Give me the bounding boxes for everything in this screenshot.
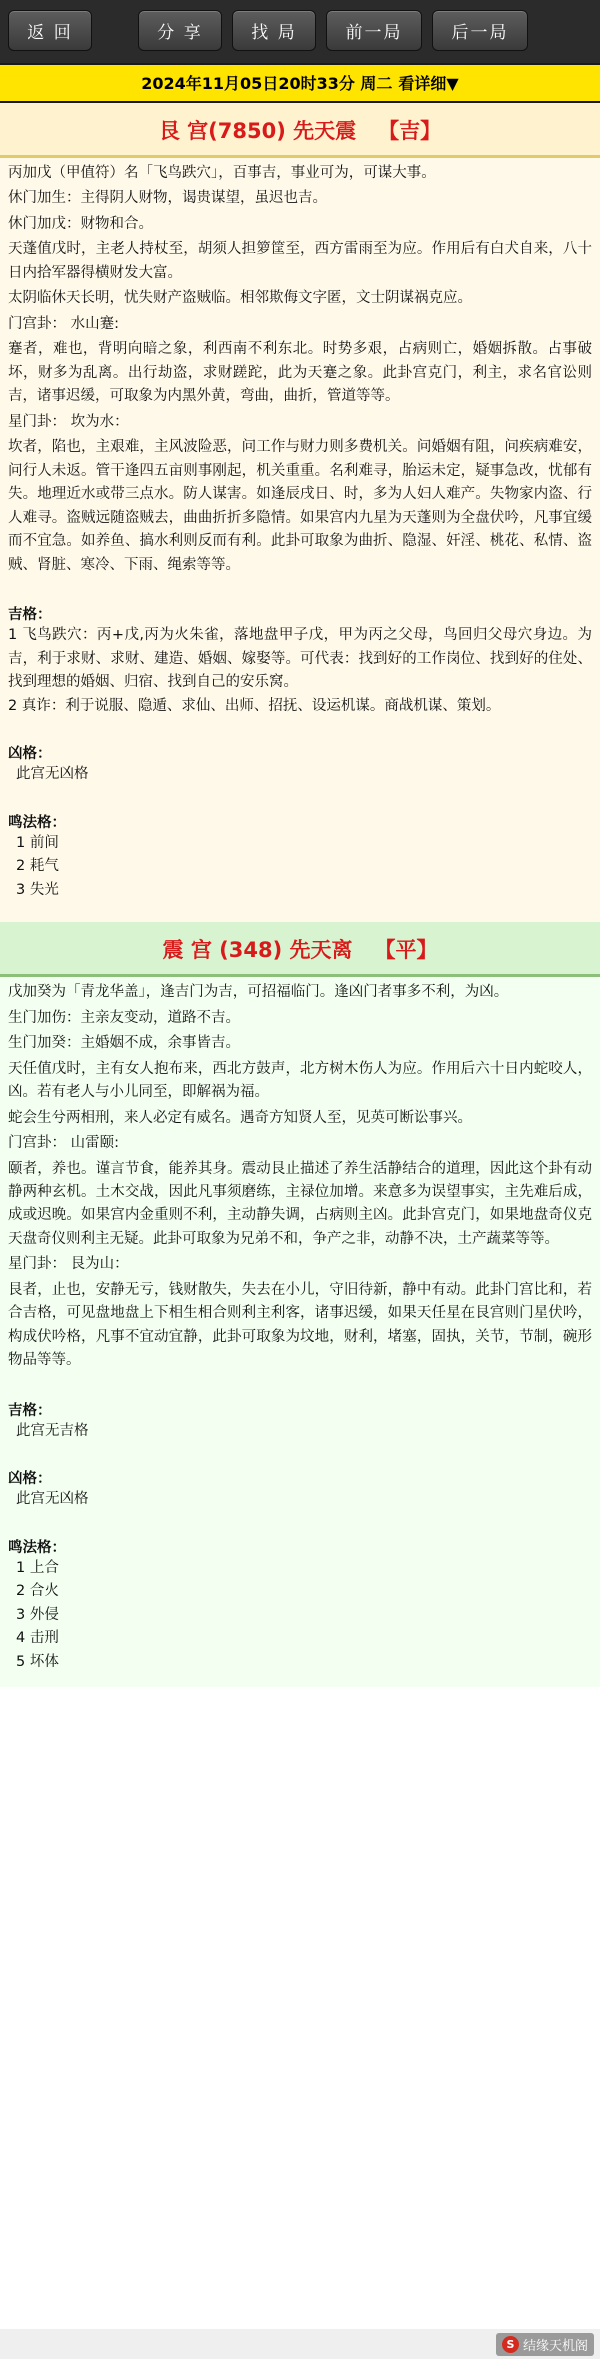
footer-bar — [0, 2329, 600, 2359]
panel-a-spacer-2 — [0, 718, 600, 732]
panel-b-ming-item-4: 5 坏体 — [16, 1653, 59, 1670]
panel-a-line-2: 天蓬值戊时，主老人持杖至，胡须人担箩筐至，西方雷雨至为应。作用后有白犬自来，八十日内拾军器得横财发大富。 — [8, 241, 592, 281]
date-text: 2024年11月05日20时33分 周二 — [141, 74, 393, 93]
panel-zhen-palace — [0, 922, 600, 1687]
watermark-text: 结缘天机阁 — [522, 2338, 588, 2354]
watermark-logo-icon: S — [502, 2336, 519, 2353]
panel-b-spacer-2 — [0, 1443, 600, 1457]
panel-b-ming-item-2: 3 外侵 — [16, 1606, 59, 1623]
panel-b-auspicious-head: 吉格： — [8, 1402, 52, 1419]
panel-a-ming-item-0: 1 前间 — [16, 834, 59, 851]
panel-a-line-3: 太阴临休天长明，忧失财产盗贼临。相邻欺侮文字匿，文士阴谋祸克应。 — [8, 290, 472, 307]
panel-a-spacer-4 — [0, 902, 600, 916]
panel-a-gate-gua-body: 蹇者，难也，背明向暗之象，利西南不利东北。时势多艰，占病则亡，婚姻拆散。占事破坏，财多为乱离。出行劫盗，求财蹉跎，此为天蹇之象。此卦宫克门，利主，求名官讼则吉，诸事迟缓，可取象为内黑外黄，弯曲，曲折，管道等等。 — [8, 341, 592, 405]
panel-a-auspicious-head: 吉格： — [8, 607, 52, 624]
panel-a-ming-head: 鸣法格： — [8, 814, 66, 831]
panel-b-title — [0, 922, 600, 974]
panel-a-gate-gua-head: 门宫卦： 水山蹇: — [8, 315, 119, 332]
share-button[interactable]: 分 享 — [138, 10, 222, 51]
back-button[interactable]: 返 回 — [8, 10, 92, 51]
panel-b-body — [0, 977, 600, 1373]
panel-a-inauspicious-body: 此宫无凶格 — [16, 766, 89, 783]
panel-b-line-2: 天任值戊时，主有女人抱布来，西北方鼓声，北方树木伤人为应。作用后六十日内蛇咬人，凶。若有老人与小儿同至，即解祸为福。 — [8, 1060, 592, 1101]
panel-b-ming-head: 鸣法格： — [8, 1539, 66, 1556]
panel-a-intro: 丙加戊（甲值符）名「飞鸟跌穴」，百事吉，事业可为，可谋大事。 — [8, 165, 436, 181]
panel-a-body — [0, 158, 600, 577]
panel-b-star-gua-head: 星门卦： 艮为山： — [8, 1256, 129, 1273]
panel-a-spacer-3 — [0, 787, 600, 801]
panel-b-intro: 戊加癸为「青龙华盖」，逢吉门为吉，可招福临门。逢凶门者事多不利，为凶。 — [8, 984, 509, 1001]
panel-a-title — [0, 103, 600, 155]
panel-b-ming-item-1: 2 合火 — [16, 1583, 59, 1600]
previous-session-button[interactable]: 前一局 — [326, 10, 422, 51]
panel-a-ming-item-1: 2 耗气 — [16, 858, 59, 875]
panel-a-line-0: 休门加生：主得阴人财物，谒贵谋望，虽迟也吉。 — [8, 190, 327, 207]
panel-a-line-1: 休门加戊：财物和合。 — [8, 215, 153, 232]
panel-b-spacer-4 — [0, 1674, 600, 1681]
find-button[interactable]: 找 局 — [232, 10, 316, 51]
panel-b-spacer-3 — [0, 1512, 600, 1526]
panel-a-ming-item-2: 3 失光 — [16, 881, 59, 898]
panel-b-line-3: 蛇会生兮两相刑，来人必定有威名。遇奇方知贤人至，见英可断讼事兴。 — [8, 1109, 472, 1126]
top-toolbar — [0, 0, 600, 63]
panel-b-auspicious-body: 此宫无吉格 — [16, 1422, 89, 1439]
panel-b-spacer-1 — [0, 1375, 600, 1389]
panel-b-judgement: 【平】 — [374, 938, 438, 963]
panel-b-ming-item-3: 4 击刑 — [16, 1630, 59, 1647]
panel-a-auspicious-item-0: 1 飞鸟跌穴：丙+戊,丙为火朱雀，落地盘甲子戊，甲为丙之父母，鸟回归父母穴身边。为吉，利于求财、求财、建造、婚姻、嫁娶等。可代表：找到好的工作岗位、找到好的住处、找到理想的婚姻、归宿、找到自己的安乐窝。 — [8, 627, 592, 691]
panel-a-auspicious-item-1: 2 真诈：利于说服、隐遁、求仙、出师、招抚、设运机谋。商战机谋、策划。 — [8, 697, 501, 714]
panel-a-star-gua-head: 星门卦： 坎为水： — [8, 413, 129, 430]
panel-b-inauspicious-body: 此宫无凶格 — [16, 1491, 89, 1508]
panel-a-inauspicious-head: 凶格： — [8, 746, 52, 763]
panel-b-inauspicious-head: 凶格： — [8, 1471, 52, 1488]
panel-b-gate-gua-body: 颐者，养也。谨言节食，能养其身。震动艮止描述了养生活静结合的道理，因此这个卦有动静两种玄机。土木交战，因此凡事须磨练，主禄位加增。来意多为误望事实，主先难后成，成或迟晚。如果宫内金重则不利，主动静失调，占病则主凶。此卦宫克门，如果地盘奇仪克天盘奇仪则利主无疑。此卦可取象为兄弟不和，争产之非，动静不决，土产蔬菜等等。 — [8, 1160, 592, 1247]
panel-a-judgement: 【吉】 — [378, 119, 442, 143]
next-session-button[interactable]: 后一局 — [432, 10, 528, 51]
panel-a-star-gua-body: 坎者，陷也，主艰难，主风波险恶，问工作与财力则多费机关。问婚姻有阻，问疾病难安，问行人未返。管干逢四五亩则事刚起，机关重重。名利难寻，胎运未定，疑事急改，忧郁有失。地理近水或带三点水。防人谋害。如逢辰戌日、时，多为人妇人难产。失物家内盗、行人难寻。盗贼远随盗贼去，曲曲折折多隐情。如果宫内九星为天蓬则为全盘伏吟，凡事宜缓而不宜急。如养鱼、搞水利则反而有利。此卦可取象为曲折、隐湿、奸淫、桃花、私情、盗贼、肾脏、寒冷、下雨、绳索等等。 — [8, 439, 592, 573]
panel-b-ming-item-0: 1 上合 — [16, 1559, 59, 1576]
panel-b-title-text: 震 宫 (348) 先天离 — [162, 938, 353, 963]
panel-b-line-1: 生门加癸：主婚姻不成，余事皆吉。 — [8, 1035, 240, 1052]
panel-a-title-text: 艮 宫(7850) 先天震 — [158, 119, 357, 143]
date-bar[interactable] — [0, 63, 600, 103]
panel-gen-palace — [0, 103, 600, 922]
detail-toggle[interactable]: 看详细▼ — [398, 74, 459, 93]
panel-b-gate-gua-head: 门宫卦： 山雷颐: — [8, 1135, 119, 1152]
watermark — [496, 2333, 594, 2356]
panel-a-spacer-1 — [0, 579, 600, 593]
panel-b-line-0: 生门加伤：主亲友变动，道路不吉。 — [8, 1009, 240, 1026]
panel-b-star-gua-body: 艮者，止也，安静无亏，钱财散失，失去在小儿，守旧待新，静中有动。此卦门宫比和，若合吉格，可见盘地盘上下相生相合则利主利客，诸事迟缓，如果天任星在艮宫则门星伏吟，构成伏吟格，凡事不宜动宜静，此卦可取象为坟地，财利，堵塞，固执，关节，节制，碗形物品等等。 — [8, 1281, 592, 1369]
